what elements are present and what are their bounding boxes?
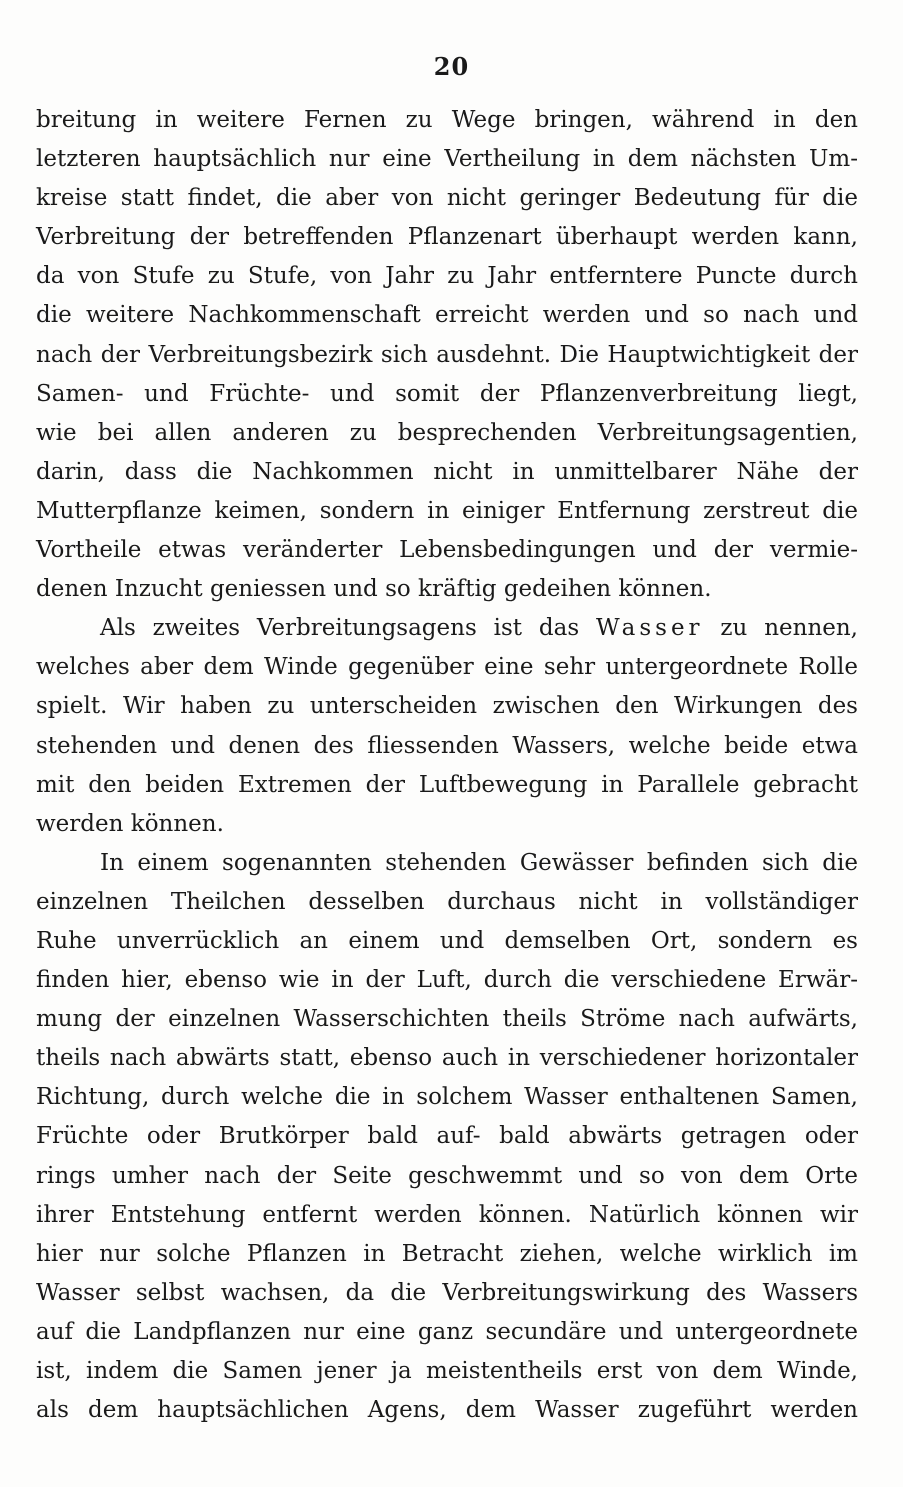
text-line: rings umher nach der Seite geschwemmt und so von dem Orte [36,1162,858,1189]
text-line: Samen- und Früchte- und somit der Pflanzenverbreitung liegt, [36,380,858,407]
text-line: als dem hauptsächlichen Agens, dem Wasser zugeführt werden [36,1397,858,1424]
text-line: ist, indem die Samen jener ja meistentheils erst von dem Winde, [36,1358,858,1384]
text-segment: zu nennen, [703,615,858,642]
text-line: Verbreitung der betreffenden Pflanzenart überhaupt werden kann, [36,224,858,251]
text-line: Richtung, durch welche die in solchem Wasser enthaltenen Samen, [36,1084,858,1111]
text-line: Mutterpflanze keimen, sondern in einiger Entfernung zerstreut die [36,497,858,524]
text-line: darin, dass die Nachkommen nicht in unmittelbarer Nähe der [36,458,858,485]
text-line: letzteren hauptsächlich nur eine Vertheilung in dem nächsten Um- [36,146,858,173]
text-line: spielt. Wir haben zu unterscheiden zwischen den Wirkungen des [36,693,858,720]
text-line: mit den beiden Extremen der Luftbewegung in Parallele gebracht [36,771,858,798]
text-line: nach der Verbreitungsbezirk sich ausdehnt. Die Hauptwichtigkeit der [36,341,858,368]
text-line: hier nur solche Pflanzen in Betracht ziehen, welche wirklich im [36,1240,858,1267]
text-line: welches aber dem Winde gegenüber eine sehr untergeordnete Rolle [36,654,858,681]
emphasized-word: Wasser [595,615,704,642]
text-line: finden hier, ebenso wie in der Luft, durch die verschiedene Erwär- [36,967,858,994]
text-line: die weitere Nachkommenschaft erreicht werden und so nach und [36,302,858,329]
text-segment: Als zweites Verbreitungsagens ist das [100,615,596,642]
text-line: Wasser selbst wachsen, da die Verbreitungswirkung des Wassers [36,1279,858,1306]
text-line: Vortheile etwas veränderter Lebensbedingungen und der vermie- [36,537,858,564]
text-line: Ruhe unverrücklich an einem und demselben Ort, sondern es [36,927,858,954]
text-line: breitung in weitere Fernen zu Wege bringen, während in den [36,107,858,133]
text-line: kreise statt findet, die aber von nicht geringer Bedeutung für die [36,185,858,212]
paragraph-first-line: In einem sogenannten stehenden Gewässer befinden sich die [100,849,858,876]
text-line: stehenden und denen des fliessenden Wassers, welche beide etwa [36,732,858,759]
text-line: mung der einzelnen Wasserschichten theils Ströme nach aufwärts, [36,1006,858,1033]
text-line: einzelnen Theilchen desselben durchaus nicht in vollständiger [36,888,858,915]
text-line: auf die Landpflanzen nur eine ganz secundäre und untergeordnete [36,1318,858,1345]
paragraph-first-line [36,609,858,648]
text-line: wie bei allen anderen zu besprechenden Verbreitungsagentien, [36,419,858,446]
text-line: ihrer Entstehung entfernt werden können. Natürlich können wir [36,1201,858,1228]
text-line: da von Stufe zu Stufe, von Jahr zu Jahr entferntere Puncte durch [36,263,858,290]
page-number: 20 [433,52,470,81]
text-line: Früchte oder Brutkörper bald auf- bald abwärts getragen oder [36,1123,858,1150]
body-text [36,101,858,1430]
text-line: werden können. [36,810,224,837]
text-line: theils nach abwärts statt, ebenso auch in verschiedener horizontaler [36,1045,858,1072]
text-line: denen Inzucht geniessen und so kräftig gedeihen können. [36,576,712,603]
